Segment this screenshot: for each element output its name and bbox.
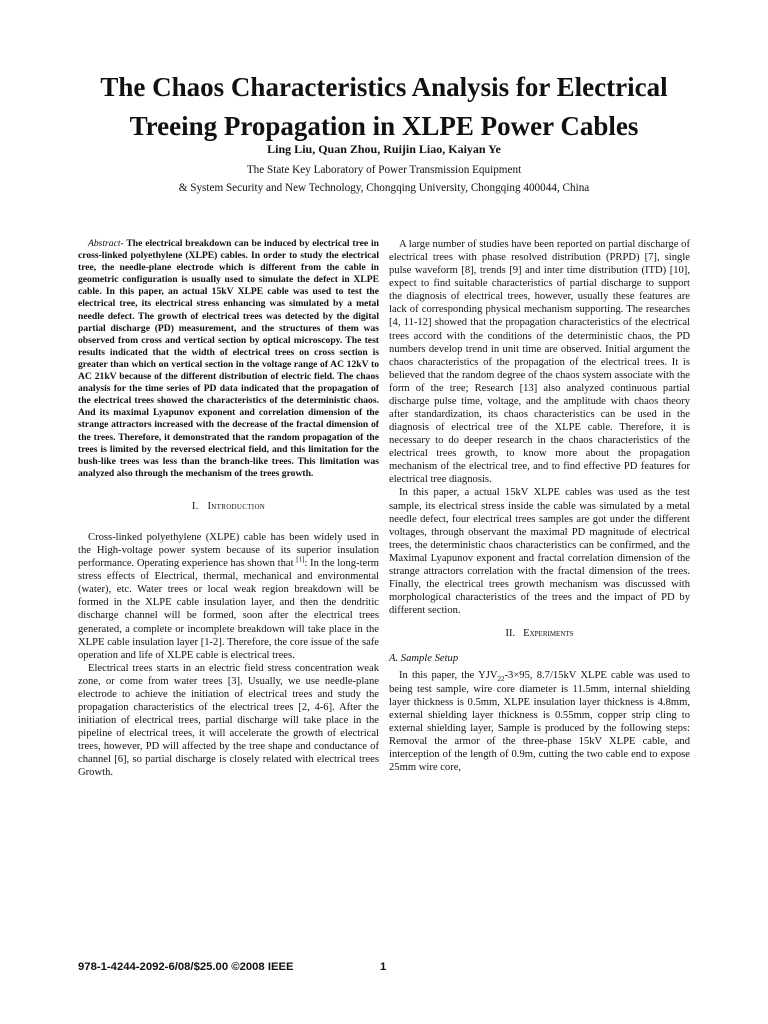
intro-paragraph-2: Electrical trees starts in an electric field stress concentration weak zone, or come from water trees [3]. Usually, we use needle-plane electrode to achieve the initiation of electrical trees and study the propagation characteristics of the electrical trees [2, 4-6]. After the initiation of electrical trees, partial discharge will take place in the pipeline of electrical trees, it will accelerate the growth of electrical trees, however, PD will affected by the tree shape and conductance of channel [6], so partial discharge is closely related with electrical trees Growth. [78,662,379,779]
title-line-2: Treeing Propagation in XLPE Power Cables [129,111,639,141]
title-line-1: The Chaos Characteristics Analysis for Electrical [100,72,668,102]
authors: Ling Liu, Quan Zhou, Ruijin Liao, Kaiyan Ye [267,142,501,156]
right-paragraph-2: In this paper, a actual 15kV XLPE cables was used as the test sample, its electrical stress inside the cable was simulated by a metal needle defect, four electrical trees samples are got under the different voltages, through observant the maximal PD magnitude of electrical trees, the deterministic chaos characteristics can be confirmed, and the Maximal Lyapunov exponent and fractal correlation dimension of the strange attractors correlation with the fractal dimension of the trees. Finally, the electrical trees growth mechanism was discussed with morphological characteristics of the trees and the impact of PD by different section. [389,487,690,617]
abstract-body: The electrical breakdown can be induced by electrical tree in cross-linked polyethylene (XLPE) cables. In order to study the electrical tree, the needle-plane electrode which is different from the cable in geometric configuration is usually used to simulate the defect in XLPE cable. In this paper, an actual 15kV XLPE cable was used to test the electrical tree, its electrical stress enhancing was simulated by a metal needle defect. The growth of electrical trees was detected by the digital partial discharge (PD) measurement, and the structures of them was observed from cross and vertical section by optical microscopy. The test results indicated that the width of electrical trees on cross section is greater than which on vertical section in the voltage range of AC 12kV to AC 21kV because of the different distribution of electric field. The chaos analysis for the time series of PD data indicated that the propagation of the electrical trees showed the characteristics of the deterministic chaos. And its maximal Lyapunov exponent and correlation dimension of the strange attractors increased with the decrease of the fractal dimension of the trees. Therefore, it demonstrated that the random propagation of the trees is limited by the reversed electrical field, and this limitation for the bush-like trees was less than the branch-like trees. This limitation was analyzed also through the mechanism of the trees growth. [78,238,379,479]
section-number: I. [191,500,199,512]
section-heading-introduction [78,500,379,513]
experiments-paragraph-1 [389,669,690,774]
subsection-heading: A. Sample Setup [389,653,459,665]
exp-p1-text-b: -3×95, 8.7/15kV XLPE cable was used to being test sample, wire core diameter is 11.5mm, internal shielding layer thickness is 0.5mm, XLPE insulation layer thickness is 4.8mm, external shielding layer thickness is 0.55mm, copper strip cling to external shielding layer, Sample is produced by the following steps: Removal the armor of the three-phase 15kV XLPE cable, and interception of the length of 0.9m, cutting the two cable end to expose 25mm wire core, [389,670,690,773]
citation-superscript: [1] [296,555,305,564]
section-title: Introduction [207,500,266,512]
section-number: II. [505,628,516,640]
right-column [389,238,690,774]
left-column [78,238,379,779]
affiliation-line-1: The State Key Laboratory of Power Transmission Equipment [246,164,522,176]
subscript: 22 [497,675,505,684]
abstract [78,238,379,480]
section-heading-experiments [389,627,690,640]
intro-paragraph-1 [78,531,379,662]
abstract-lead: Abstract- [88,238,124,249]
paper-title [40,68,728,146]
footer-copyright: 978-1-4244-2092-6/08/$25.00 ©2008 IEEE [78,961,294,973]
right-paragraph-1: A large number of studies have been reported on partial discharge of electrical trees with phase resolved distribution (PRPD) [7], single pulse waveform [8], trends [9] and inter time distribution (ITD) [10], expect to find suitable characteristics of partial discharge to support the diagnosis of electrical trees, however, usually these features are lack of corresponding physical mechanism supporting. The researches [4, 11-12] showed that the propagation characteristics of the electrical trees accord with the conditions of the deterministic chaos, the PD numbers develop trend in unit time are observed. Initial argument the chaos characteristics of the propagation of the electrical trees. It is believed that the random degree of the chaos system associate with the form of the tree; Research [13] also analyzed continuous partial discharge pulse time, voltage, and the amplitude with chaos theory after standardization, its chaos characteristics can be used in the diagnosis of electrical tree of the XLPE cable. Therefore, it is necessary to do deeper research in the chaos characteristics of the electrical trees growth, to know more about the propagation mechanism of the electrical tree, and to find effective PD features for electrical tree diagnosis. [389,239,690,486]
intro-p1-text-a: Cross-linked polyethylene (XLPE) cable has been widely used in the High-voltage power system because of its superior insulation performance. Operating experience has shown that [78,531,379,570]
page-number: 1 [380,961,387,973]
affiliation-line-2: & System Security and New Technology, Chongqing University, Chongqing 400044, China [178,182,590,194]
intro-p1-text-b: : In the long-term stress effects of Electrical, thermal, mechanical and environmental (water), etc. Water trees or local weak region breakdown will be formed in the XLPE cable insulation layer, and then the dendritic discharge channel will be formed, soon after the electrical trees generated, a complete or incomplete breakdown will take place in the XLPE cable insulation layer [1-2]. Therefore, the core issue of the safe operation and life of XLPE cable is electrical trees. [78,558,379,661]
section-title: Experiments [523,628,574,640]
exp-p1-text-a: In this paper, the YJV [399,670,498,682]
